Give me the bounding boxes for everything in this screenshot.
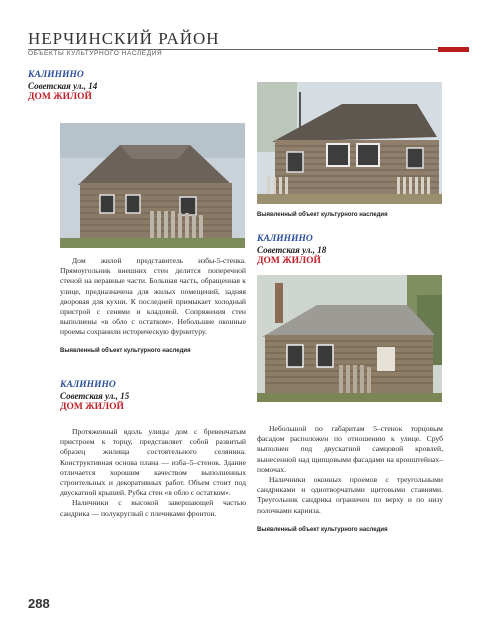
heritage-caption-3: Выявленный объект культурного наследия bbox=[257, 527, 388, 533]
page-number: 288 bbox=[28, 596, 50, 611]
header-accent-bar bbox=[438, 47, 469, 52]
photo-house-18-top bbox=[257, 82, 442, 204]
entry-type: ДОМ ЖИЛОЙ bbox=[60, 402, 124, 412]
description-paragraph: Протяженный вдоль улицы дом с бревенчатым пристроем к торцу, представляет собой развитый образец жилища состоятельного селянина. Конструктивная основа плана — изба–5–стенок. Здание отличается хорошим качеством выполненных строительных и декоративных работ. Объем стоит под двускатной крышей. Рубка стен «в обло с остатком». bbox=[60, 427, 246, 498]
entry-description-3 bbox=[60, 427, 246, 519]
description-paragraph: Наличники оконных проемов с треугольными сандриками и однотворчатыми щитовыми ставнями. Треугольник сандрика ограничен по верху и по низу полочками карниза. bbox=[257, 475, 443, 515]
page-header bbox=[28, 30, 458, 57]
entry-heading-3 bbox=[60, 380, 260, 413]
entry-street: Советская ул., 18 bbox=[257, 245, 327, 255]
description-paragraph: Небольшой по габаритам 5–стенок торцовым фасадом расположен по отношению к улице. Сруб выполнен под двускатной самцовой кровлей, вынесенной над щипцовыми фасадами на кронштейнах–помочах. bbox=[257, 424, 443, 474]
description-paragraph: Дом жилой представитель избы-5-стенка. Прямоугольник внешних стен делится поперечной стеной на неравные части. Большая часть, обращенная к улице, предназначена для жилых помещений, задняя дворовая для кухни. К последней примыкает холодный пристрой с сенями и кладовой. Сопряжения стен выполнены «в обло с остатком». Небольшие оконные проемы сохранили историческую фурнитуру. bbox=[60, 256, 246, 337]
heritage-caption-2: Выявленный объект культурного наследия bbox=[60, 348, 191, 354]
entry-street: Советская ул., 15 bbox=[60, 391, 130, 401]
heritage-caption-1: Выявленный объект культурного наследия bbox=[257, 212, 388, 218]
header-rule bbox=[28, 49, 438, 50]
entry-type: ДОМ ЖИЛОЙ bbox=[28, 92, 92, 102]
photo-house-14 bbox=[60, 123, 245, 248]
photo-house-18-bottom bbox=[257, 275, 442, 402]
entry-town: КАЛИНИНО bbox=[28, 70, 84, 80]
section-subtitle: ОБЪЕКТЫ КУЛЬТУРНОГО НАСЛЕДИЯ bbox=[28, 50, 163, 57]
entry-street: Советская ул., 14 bbox=[28, 81, 98, 91]
entry-description-2 bbox=[257, 424, 443, 516]
entry-town: КАЛИНИНО bbox=[257, 234, 313, 244]
description-paragraph: Наличники с высокой завершающей частью сандрика — полукруглый с плечиками фронтон. bbox=[60, 498, 246, 518]
entry-description-1 bbox=[60, 256, 246, 338]
section-title: НЕРЧИНСКИЙ РАЙОН bbox=[28, 29, 220, 48]
entry-heading-1 bbox=[28, 70, 228, 103]
entry-type: ДОМ ЖИЛОЙ bbox=[257, 256, 321, 266]
entry-heading-2 bbox=[257, 234, 457, 267]
entry-town: КАЛИНИНО bbox=[60, 380, 116, 390]
